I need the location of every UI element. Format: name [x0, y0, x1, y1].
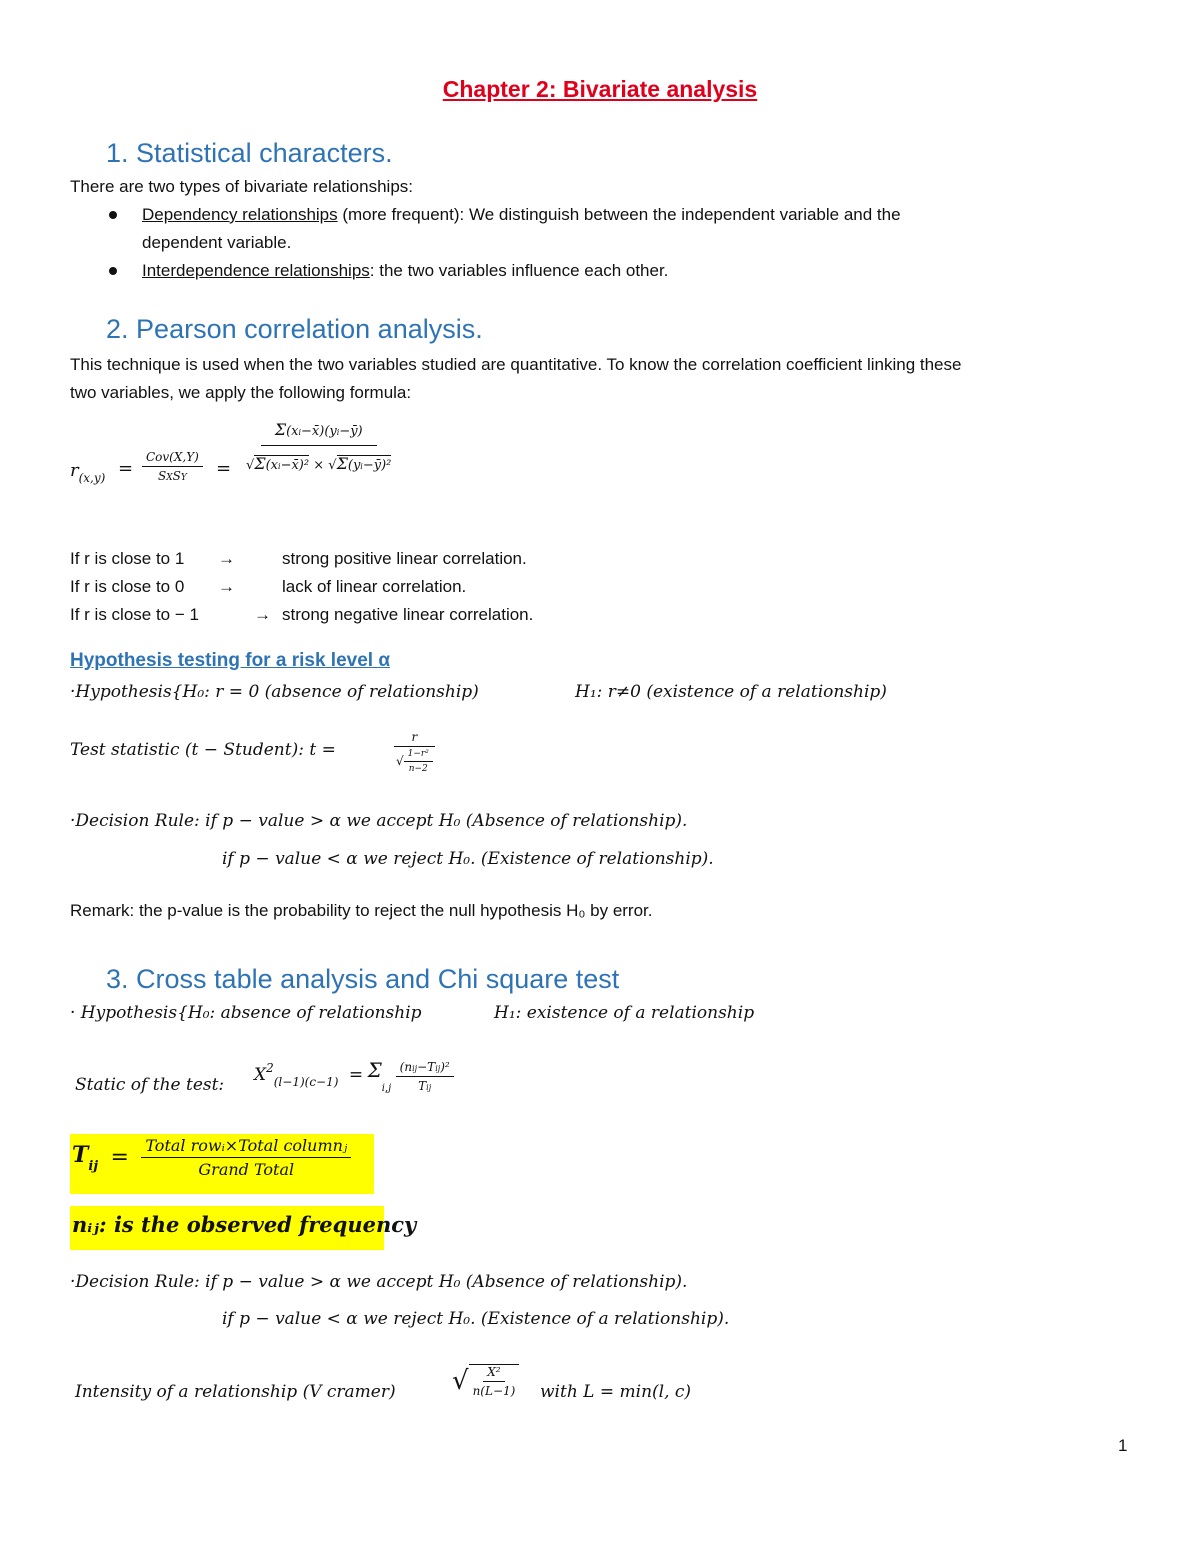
- rule-1-arrow: →: [218, 549, 235, 568]
- rule-3-result: strong negative linear correlation.: [282, 605, 534, 624]
- nij-definition: nᵢⱼ: is the observed frequency: [72, 1212, 417, 1237]
- rule-2-arrow: →: [218, 577, 235, 596]
- hypothesis-testing-heading: Hypothesis testing for a risk level α: [70, 650, 391, 671]
- bullet-dot: [109, 211, 117, 219]
- pearson-formula: $r_{(x,y)}$ = $\frac{\text{Cov(X,Y)}}{\text{SXSY}}$ = $\frac{\Sigma(xi-x̄)(yi-ȳ)}{\text{√Σ(xi−x̄)² × √Σ(yi−ȳ)²}}$: [70, 420, 392, 485]
- bullet-1-term: Dependency relationships: [142, 205, 338, 224]
- section-1-heading: [106, 138, 393, 169]
- rule-2-condition: If r is close to 0: [70, 577, 185, 596]
- section-2-para-line-1: This technique is used when the two variables studied are quantitative. To know the correlation coefficient linking these: [70, 355, 962, 374]
- section-2-number: 2.: [106, 314, 129, 344]
- cramer-v-label: Intensity of a relationship (V cramer): [75, 1382, 396, 1402]
- chi-static-label: Static of the test:: [75, 1075, 225, 1095]
- rule-3-condition: If r is close to − 1: [70, 605, 199, 624]
- test-statistic-label: Test statistic (t − Student): t =: [70, 740, 336, 760]
- tij-denominator: Grand Total: [198, 1160, 295, 1179]
- section-1-number: 1.: [106, 138, 129, 168]
- chi-decision-rule-1: ·Decision Rule: if p − value > α we accept H₀ (Absence of relationship).: [70, 1272, 688, 1292]
- cramer-with-l: with L = min(l, c): [540, 1382, 692, 1402]
- chi-hypothesis-h1: H₁: existence of a relationship: [494, 1003, 755, 1023]
- bullet-2-rest: : the two variables influence each other.: [369, 261, 669, 280]
- t-fraction: r √ $\frac{\text{1−r²}}{n-2}$: [392, 730, 437, 774]
- bullet-1-rest: (more frequent): We distinguish between the independent variable and the: [337, 205, 901, 224]
- bullet-dot: [109, 267, 117, 275]
- bullet-2-line: [142, 261, 668, 281]
- bullet-1-line-2: dependent variable.: [142, 233, 292, 252]
- rule-1-condition: If r is close to 1: [70, 549, 185, 568]
- pearson-hypothesis-h0: ·Hypothesis{H₀: r = 0 (absence of relationship): [70, 682, 479, 702]
- bullet-1-line-1: [142, 205, 901, 225]
- section-3-title: Cross table analysis and Chi square test: [136, 964, 620, 994]
- section-1-title: Statistical characters.: [136, 138, 393, 168]
- cramer-v-formula: √ $\frac{\text{X²}}{n(L-1)}$: [452, 1364, 519, 1398]
- chi-hypothesis-h0: · Hypothesis{H₀: absence of relationship: [70, 1003, 422, 1023]
- tij-numerator: Total rowᵢ×Total columnⱼ: [141, 1136, 351, 1158]
- page-number: 1: [1118, 1436, 1128, 1455]
- rule-2-result: lack of linear correlation.: [282, 577, 467, 596]
- rule-1-result: strong positive linear correlation.: [282, 549, 527, 568]
- section-1-intro: There are two types of bivariate relationships:: [70, 177, 414, 196]
- pearson-hypothesis-h1: H₁: r≠0 (existence of a relationship): [575, 682, 887, 702]
- chi-decision-rule-2: if p − value < α we reject H₀. (Existence of a relationship).: [222, 1309, 730, 1329]
- rule-3-arrow: →: [254, 605, 271, 624]
- correlation-rules: [70, 549, 670, 639]
- document-title: Chapter 2: Bivariate analysis: [442, 76, 758, 102]
- section-3-heading: [106, 964, 619, 995]
- chi-square-formula: $X^2_{(l-1)(c-1)} = \Sigma_{i,j}$ $\frac{\text{(nij−Tij)²}}{\text{Tij}}$: [254, 1058, 454, 1094]
- section-2-heading: [106, 314, 483, 345]
- section-2-title: Pearson correlation analysis.: [136, 314, 483, 344]
- tij-formula: $T_{ij}$ = $\frac{\text{Total rowᵢ×Total columnⱼ}}{\text{Grand Total}}$: [72, 1136, 351, 1192]
- pearson-decision-rule-1: ·Decision Rule: if p − value > α we accept H₀ (Absence of relationship).: [70, 811, 688, 831]
- bullet-2-term: Interdependence relationships: [142, 261, 370, 280]
- section-3-number: 3.: [106, 964, 129, 994]
- section-2-para-line-2: two variables, we apply the following formula:: [70, 383, 412, 402]
- p-value-remark: Remark: the p-value is the probability to reject the null hypothesis H₀ by error.: [70, 901, 653, 920]
- pearson-decision-rule-2: if p − value < α we reject H₀. (Existence of relationship).: [222, 849, 714, 869]
